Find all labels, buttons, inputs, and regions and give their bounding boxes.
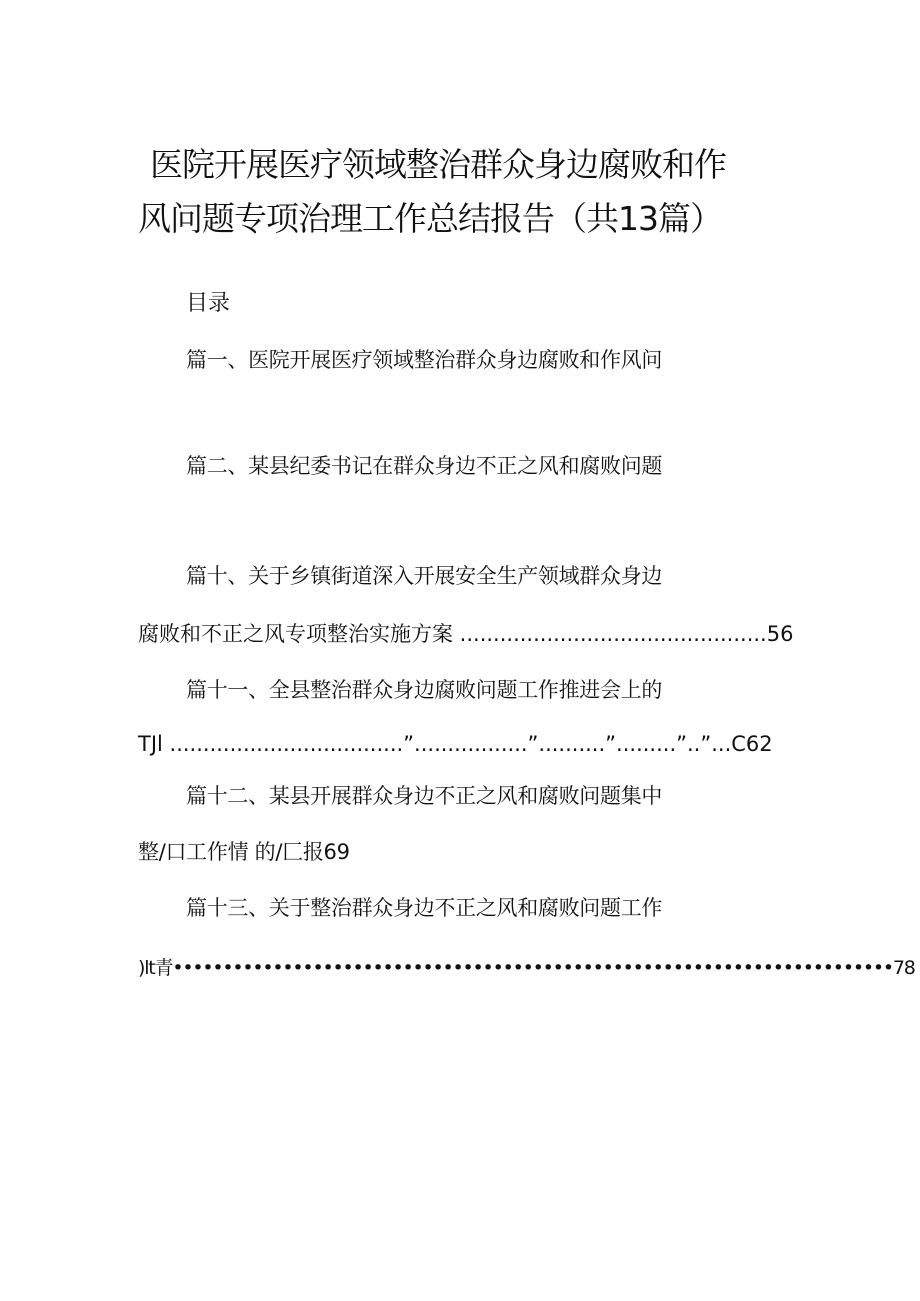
toc-entry-13: 篇十三、关于整治群众身边不正之风和腐败问题工作: [186, 896, 663, 920]
toc-entry-12-continuation: 整/口工作情 的/匚报69: [138, 840, 350, 864]
toc-entry-13-continuation: )lt青••••••••••••••••••••••••••••••••••••••••••••••••••••••••••••••••••••••••78: [138, 957, 915, 979]
title-line-1: 医院开展医疗领域整治群众身边腐败和作: [150, 145, 726, 184]
toc-entry-2: 篇二、某县纪委书记在群众身边不正之风和腐败问题: [186, 454, 663, 478]
toc-entry-10-continuation: 腐败和不正之风专项整治实施方案 ..............................................56: [138, 622, 794, 646]
toc-entry-11: 篇十一、全县整治群众身边腐败问题工作推进会上的: [186, 678, 663, 702]
toc-entry-12: 篇十二、某县开展群众身边不正之风和腐败问题集中: [186, 784, 663, 808]
toc-entry-11-continuation: TJl ...................................”.................”..........”.........”..”...C62: [138, 732, 773, 756]
document-title: [138, 138, 758, 246]
toc-entry-10: 篇十、关于乡镇街道深入开展安全生产领域群众身边: [186, 564, 663, 588]
title-line-2: 风问题专项治理工作总结报告（共13篇）: [138, 199, 722, 238]
toc-entry-1: 篇一、医院开展医疗领域整治群众身边腐败和作风问: [186, 348, 663, 372]
toc-heading: 目录: [186, 291, 231, 316]
